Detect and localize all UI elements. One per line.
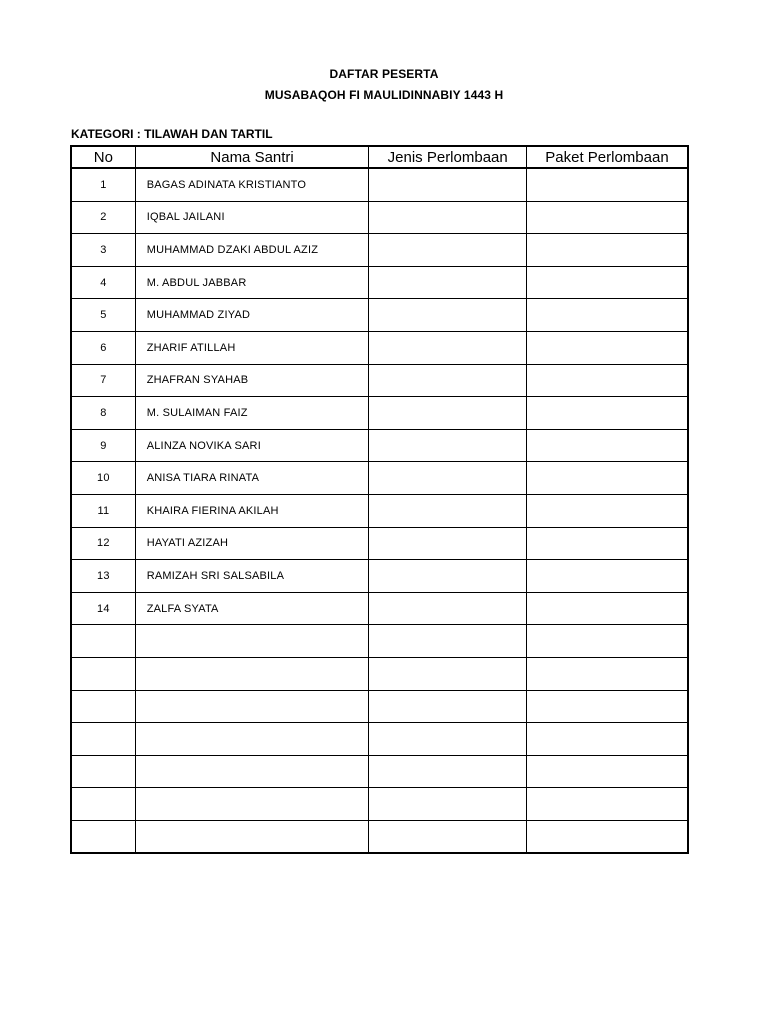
cell-nama-santri: ZALFA SYATA: [135, 592, 369, 625]
table-row: [71, 625, 688, 658]
cell-nama-santri: ALINZA NOVIKA SARI: [135, 429, 369, 462]
table-row: [71, 201, 688, 234]
table-row: [71, 788, 688, 821]
cell-no: 1: [71, 168, 135, 201]
cell-jenis-perlombaan: [369, 201, 527, 234]
table-row: [71, 820, 688, 853]
document-subtitle: MUSABAQOH FI MAULIDINNABIY 1443 H: [264, 88, 504, 102]
cell-nama-santri: [135, 690, 369, 723]
cell-paket-perlombaan: [526, 331, 688, 364]
cell-nama-santri: RAMIZAH SRI SALSABILA: [135, 560, 369, 593]
cell-jenis-perlombaan: [369, 429, 527, 462]
cell-nama-santri: ANISA TIARA RINATA: [135, 462, 369, 495]
cell-paket-perlombaan: [526, 592, 688, 625]
cell-jenis-perlombaan: [369, 690, 527, 723]
table-row: [71, 657, 688, 690]
cell-jenis-perlombaan: [369, 168, 527, 201]
table-row: [71, 299, 688, 332]
column-header-jenis-perlombaan: Jenis Perlombaan: [369, 146, 527, 168]
cell-nama-santri: KHAIRA FIERINA AKILAH: [135, 494, 369, 527]
table-row: [71, 560, 688, 593]
cell-jenis-perlombaan: [369, 266, 527, 299]
column-header-no: No: [71, 146, 135, 168]
cell-no: 7: [71, 364, 135, 397]
table-row: [71, 331, 688, 364]
cell-no: [71, 690, 135, 723]
document-title: DAFTAR PESERTA: [329, 67, 439, 81]
cell-paket-perlombaan: [526, 494, 688, 527]
cell-paket-perlombaan: [526, 560, 688, 593]
cell-paket-perlombaan: [526, 690, 688, 723]
cell-nama-santri: [135, 788, 369, 821]
cell-no: [71, 788, 135, 821]
cell-paket-perlombaan: [526, 723, 688, 756]
cell-jenis-perlombaan: [369, 299, 527, 332]
cell-paket-perlombaan: [526, 788, 688, 821]
column-header-nama-santri: Nama Santri: [135, 146, 369, 168]
cell-no: [71, 723, 135, 756]
table-row: [71, 397, 688, 430]
table-row: [71, 234, 688, 267]
table-row: [71, 266, 688, 299]
cell-no: 10: [71, 462, 135, 495]
cell-jenis-perlombaan: [369, 820, 527, 853]
table-row: [71, 690, 688, 723]
table-row: [71, 462, 688, 495]
cell-no: 4: [71, 266, 135, 299]
cell-nama-santri: [135, 723, 369, 756]
participant-table: [70, 145, 689, 854]
table-row: [71, 494, 688, 527]
table-row: [71, 723, 688, 756]
table-row: [71, 527, 688, 560]
cell-jenis-perlombaan: [369, 494, 527, 527]
cell-nama-santri: [135, 657, 369, 690]
cell-nama-santri: M. ABDUL JABBAR: [135, 266, 369, 299]
cell-jenis-perlombaan: [369, 527, 527, 560]
cell-nama-santri: [135, 820, 369, 853]
cell-jenis-perlombaan: [369, 364, 527, 397]
cell-nama-santri: MUHAMMAD ZIYAD: [135, 299, 369, 332]
cell-no: 6: [71, 331, 135, 364]
cell-no: [71, 755, 135, 788]
cell-paket-perlombaan: [526, 299, 688, 332]
cell-nama-santri: M. SULAIMAN FAIZ: [135, 397, 369, 430]
cell-jenis-perlombaan: [369, 657, 527, 690]
cell-nama-santri: IQBAL JAILANI: [135, 201, 369, 234]
cell-no: 3: [71, 234, 135, 267]
cell-paket-perlombaan: [526, 234, 688, 267]
cell-jenis-perlombaan: [369, 723, 527, 756]
cell-nama-santri: BAGAS ADINATA KRISTIANTO: [135, 168, 369, 201]
table-row: [71, 364, 688, 397]
cell-jenis-perlombaan: [369, 788, 527, 821]
cell-no: 8: [71, 397, 135, 430]
cell-paket-perlombaan: [526, 755, 688, 788]
cell-paket-perlombaan: [526, 527, 688, 560]
table-row: [71, 429, 688, 462]
cell-paket-perlombaan: [526, 820, 688, 853]
cell-no: 14: [71, 592, 135, 625]
cell-no: [71, 657, 135, 690]
table-row: [71, 592, 688, 625]
cell-nama-santri: [135, 755, 369, 788]
cell-jenis-perlombaan: [369, 234, 527, 267]
cell-no: 12: [71, 527, 135, 560]
cell-jenis-perlombaan: [369, 397, 527, 430]
header-row: [71, 146, 688, 168]
cell-no: 2: [71, 201, 135, 234]
cell-no: [71, 820, 135, 853]
cell-paket-perlombaan: [526, 364, 688, 397]
cell-jenis-perlombaan: [369, 560, 527, 593]
cell-jenis-perlombaan: [369, 625, 527, 658]
cell-paket-perlombaan: [526, 168, 688, 201]
table-header: [71, 146, 688, 168]
column-header-paket-perlombaan: Paket Perlombaan: [526, 146, 688, 168]
cell-no: 13: [71, 560, 135, 593]
cell-nama-santri: ZHARIF ATILLAH: [135, 331, 369, 364]
cell-nama-santri: [135, 625, 369, 658]
cell-jenis-perlombaan: [369, 592, 527, 625]
cell-no: [71, 625, 135, 658]
cell-jenis-perlombaan: [369, 331, 527, 364]
cell-nama-santri: ZHAFRAN SYAHAB: [135, 364, 369, 397]
cell-jenis-perlombaan: [369, 755, 527, 788]
cell-paket-perlombaan: [526, 201, 688, 234]
cell-paket-perlombaan: [526, 625, 688, 658]
cell-no: 5: [71, 299, 135, 332]
table-row: [71, 755, 688, 788]
cell-paket-perlombaan: [526, 397, 688, 430]
cell-nama-santri: HAYATI AZIZAH: [135, 527, 369, 560]
cell-jenis-perlombaan: [369, 462, 527, 495]
cell-paket-perlombaan: [526, 657, 688, 690]
category-label: KATEGORI : TILAWAH DAN TARTIL: [71, 127, 273, 141]
table-body: [71, 168, 688, 853]
cell-no: 11: [71, 494, 135, 527]
cell-paket-perlombaan: [526, 266, 688, 299]
cell-no: 9: [71, 429, 135, 462]
cell-paket-perlombaan: [526, 462, 688, 495]
cell-paket-perlombaan: [526, 429, 688, 462]
cell-nama-santri: MUHAMMAD DZAKI ABDUL AZIZ: [135, 234, 369, 267]
table-row: [71, 168, 688, 201]
